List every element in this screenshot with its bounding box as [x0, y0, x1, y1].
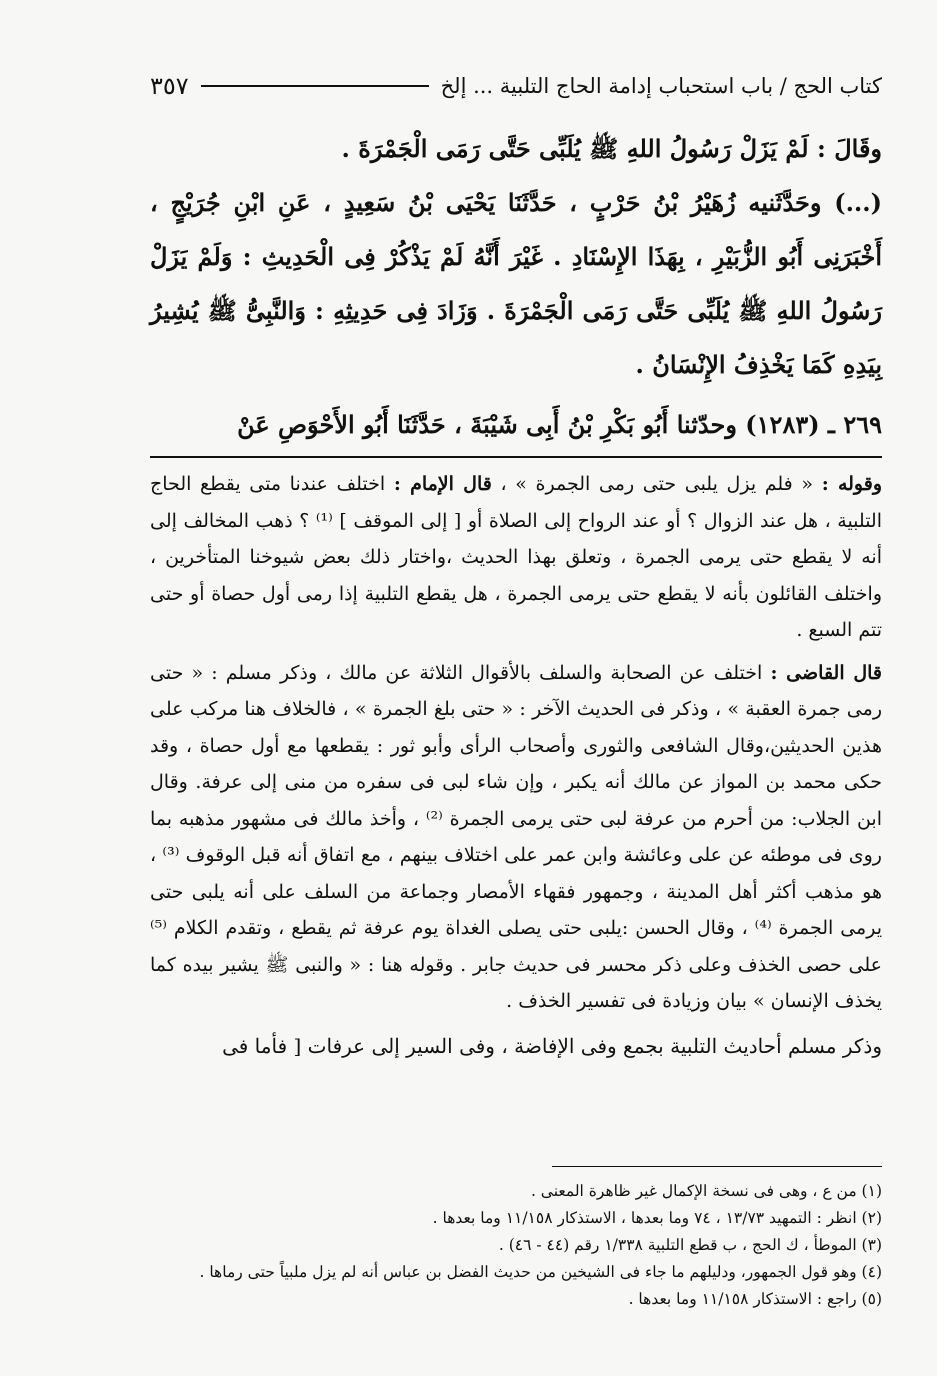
commentary-paragraph-2 [150, 655, 882, 1020]
running-header [150, 66, 882, 106]
chapter-title: كتاب الحج / باب استحباب إدامة الحاج التلبية ... إلخ [440, 74, 882, 98]
hadith-paragraph-3: ٢٦٩ ـ (١٢٨٣) وحدّثنا أَبُو بَكْرِ بْنُ أَبِى شَيْبَةَ ، حَدَّثَنَا أَبُو الأَحْوَصِ عَنْ [237, 410, 882, 439]
footnotes [150, 1178, 882, 1313]
qadi-label: قال القاضى : [770, 661, 883, 684]
footnote-5: (٥) راجع : الاستذكار ١١/١٥٨ وما بعدها . [628, 1290, 882, 1308]
section-divider [150, 456, 882, 458]
commentary-lead: وقوله : [821, 473, 882, 495]
commentary-paragraph-3: وذكر مسلم أحاديث التلبية بجمع وفى الإفاضة ، وفى السير إلى عرفات [ فأما فى [222, 1033, 882, 1058]
commentary-paragraph-1 [150, 466, 882, 649]
footnote-1: (١) من ع ، وهى فى نسخة الإكمال غير ظاهرة المعنى . [530, 1182, 882, 1200]
qadi-commentary: اختلف عن الصحابة والسلف بالأقوال الثلاثة عن مالك ، وذكر مسلم : « حتى رمى جمرة العقبة » ، وذكر فى الحديث الآخر : « حتى بلغ الجمرة » ، فالخلاف هنا مركب على هذين الحديثين،وقال الشافعى والثورى وأصحاب الرأى وأبو ثور : يقطعها مع أول حصاة ، وقد حكى محمد بن المواز عن مالك أنه يكبر ، وإن شاء لبى فى سفره من منى إلى عرفة. وقال ابن الجلاب: من أحرم من عرفة لبى حتى يرمى الجمرة ⁽²⁾ ، وأخذ مالك فى مشهور مذهبه بما روى فى موطئه عن على وعائشة وابن عمر على اختلاف بينهم ، مع اتفاق أنه قبل الوقوف ⁽³⁾ ، هو مذهب أكثر أهل المدينة ، وجمهور فقهاء الأمصار وجماعة من السلف على أنه يلبى حتى يرمى الجمرة ⁽⁴⁾ ، وقال الحسن :يلبى حتى يصلى الغداة يوم عرفة ثم يقطع ، وتقدم الكلام ⁽⁵⁾ على حصى الخذف وعلى ذكر محسر فى حديث جابر . وقوله هنا : « والنبى ﷺ يشير بيده كما يخذف الإنسان » بيان وزيادة فى تفسير الخذف . [150, 661, 883, 1012]
footnote-4: (٤) وهو قول الجمهور، ودليلهم ما جاء فى الشيخين من حديث الفضل بن عباس أنه لم يزل ملبياً حتى رماها . [199, 1263, 882, 1281]
footnote-2: (٢) انظر : التمهيد ١٣/٧٣ ، ٧٤ وما بعدها ، الاستذكار ١١/١٥٨ وما بعدها . [432, 1209, 882, 1227]
hadith-text [150, 122, 882, 452]
commentary-text [150, 466, 882, 1064]
imam-label: قال الإمام : [393, 473, 492, 495]
imam-commentary: اختلف عندنا متى يقطع الحاج التلبية ، هل عند الزوال ؟ أو عند الرواح إلى الصلاة أو [ إلى الموقف ] ⁽¹⁾ ؟ ذهب المخالف إلى أنه لا يقطع حتى يرمى الجمرة ، وتعلق بهذا الحديث ،واختار ذلك بعض شيوخنا المتأخرين ، واختلف القائلون بأنه لا يقطع حتى يرمى الجمرة ، هل يقطع التلبية إذا رمى أول حصاة أو حتى تتم السبع . [150, 473, 883, 641]
hadith-paragraph-1: وقَالَ : لَمْ يَزَلْ رَسُولُ اللهِ ﷺ يُلَبِّى حَتَّى رَمَى الْجَمْرَةَ . [341, 134, 882, 163]
header-rule [201, 85, 429, 87]
page-number: ٣٥٧ [150, 72, 189, 100]
hadith-paragraph-2: (...) وحَدَّثَنيه زُهَيْرُ بْنُ حَرْبٍ ، حَدَّثَنَا يَحْيَى بْنُ سَعِيدٍ ، عَنِ ابْنِ جُرَيْجٍ ، أَخْبَرَنِى أَبُو الزُّبَيْرِ ، بِهَذَا الإِسْنَادِ . غَيْرَ أَنَّهُ لَمْ يَذْكُرْ فِى الْحَدِيثِ : وَلَمْ يَزَلْ رَسُولُ اللهِ ﷺ يُلَبِّى حَتَّى رَمَى الْجَمْرَةَ . وَزَادَ فِى حَدِيثِهِ : وَالنَّبِىُّ ﷺ يُشِيرُ بِيَدِهِ كَمَا يَخْذِفُ الإِنْسَانُ . [150, 188, 882, 379]
footnote-3: (٣) الموطأ ، ك الحج ، ب قطع التلبية ١/٣٣٨ رقم (٤٤ - ٤٦) . [498, 1236, 882, 1254]
footnote-divider [552, 1166, 882, 1167]
commentary-quote: « فلم يزل يلبى حتى رمى الجمرة » ، [500, 473, 814, 495]
